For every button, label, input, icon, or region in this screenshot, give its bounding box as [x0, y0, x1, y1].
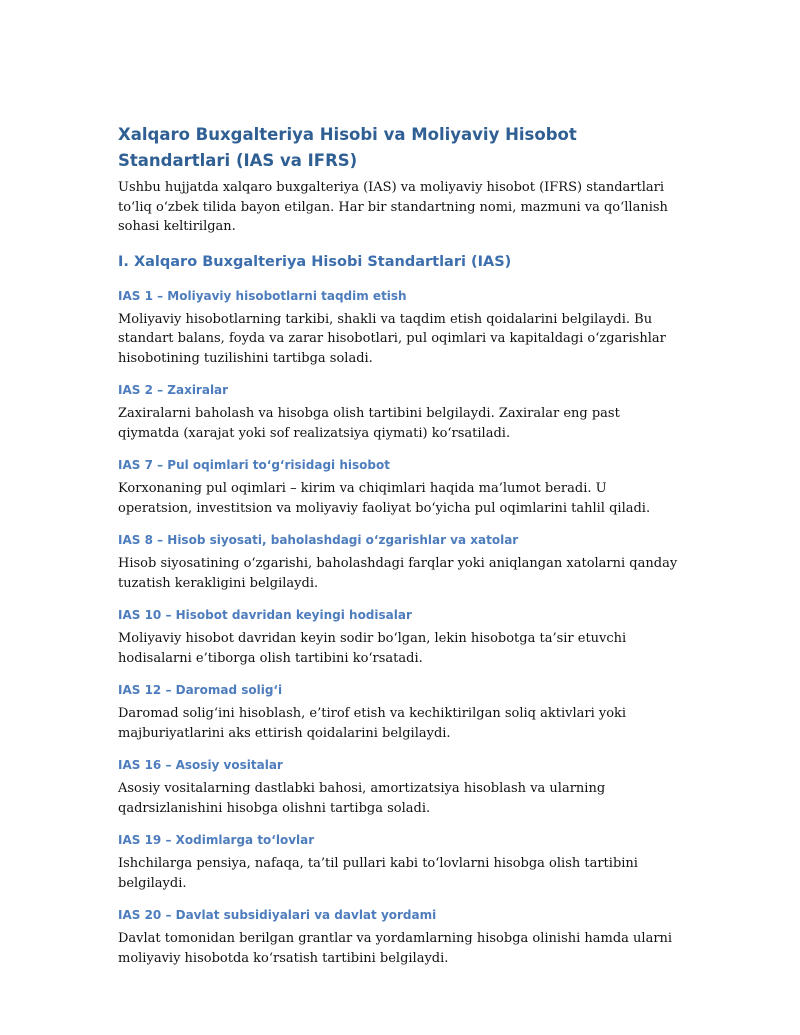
standard-item-ias-10: [118, 607, 678, 668]
standard-heading: IAS 12 – Daromad solig‘i: [118, 683, 283, 697]
standard-heading: IAS 19 – Xodimlarga to‘lovlar: [118, 833, 315, 847]
standard-item-ias-1: [118, 288, 678, 369]
document-title: Xalqaro Buxgalteriya Hisobi va Moliyaviy Hisobot Standartlari (IAS va IFRS): [118, 125, 577, 170]
standard-item-ias-20: [118, 907, 678, 968]
standard-description: Davlat tomonidan berilgan grantlar va yordamlarning hisobga olinishi hamda ularni moliyaviy hisobotda ko‘rsatish tartibini belgilaydi.: [118, 931, 673, 966]
standard-item-ias-8: [118, 532, 678, 593]
standard-description: Moliyaviy hisobotlarning tarkibi, shakli va taqdim etish qoidalarini belgilaydi. Bu standart balans, foyda va zarar hisobotlari, pul oqimlari va kapitaldagi o‘zgarishlar hisobotining tuzilishini tartibga soladi.: [118, 311, 666, 366]
standard-description: Ishchilarga pensiya, nafaqa, ta’til pullari kabi to‘lovlarni hisobga olish tartibini belgilaydi.: [118, 856, 638, 891]
standard-description: Daromad solig‘ini hisoblash, e’tirof etish va kechiktirilgan soliq aktivlari yoki majburiyatlarini aks ettirish qoidalarini belgilaydi.: [118, 706, 627, 741]
standard-item-ias-19: [118, 832, 678, 893]
standard-heading: IAS 2 – Zaxiralar: [118, 383, 229, 397]
standard-heading: IAS 20 – Davlat subsidiyalari va davlat yordami: [118, 908, 437, 922]
standard-description: Moliyaviy hisobot davridan keyin sodir bo‘lgan, lekin hisobotga ta’sir etuvchi hodisalarni e’tiborga olish tartibini ko‘rsatadi.: [118, 631, 627, 666]
standard-description: Asosiy vositalarning dastlabki bahosi, amortizatsiya hisoblash va ularning qadrsizlanishini hisobga olishni tartibga soladi.: [118, 781, 606, 816]
standard-heading: IAS 16 – Asosiy vositalar: [118, 758, 283, 772]
standard-description: Hisob siyosatining o‘zgarishi, baholashdagi farqlar yoki aniqlangan xatolarni qanday tuzatish kerakligini belgilaydi.: [118, 556, 678, 591]
standard-heading: IAS 8 – Hisob siyosati, baholashdagi o‘zgarishlar va xatolar: [118, 533, 519, 547]
standard-item-ias-16: [118, 757, 678, 818]
standard-heading: IAS 10 – Hisobot davridan keyingi hodisalar: [118, 608, 412, 622]
standard-description: Korxonaning pul oqimlari – kirim va chiqimlari haqida ma’lumot beradi. U operatsion, investitsion va moliyaviy faoliyat bo‘yicha pul oqimlarini tahlil qiladi.: [118, 481, 651, 516]
standard-item-ias-12: [118, 682, 678, 743]
document-page: [118, 122, 678, 982]
standard-item-ias-7: [118, 457, 678, 518]
standard-heading: IAS 7 – Pul oqimlari to‘g‘risidagi hisobot: [118, 458, 390, 472]
section-heading-ias: I. Xalqaro Buxgalteriya Hisobi Standartlari (IAS): [118, 253, 512, 270]
intro-paragraph: Ushbu hujjatda xalqaro buxgalteriya (IAS) va moliyaviy hisobot (IFRS) standartlari to‘liq o‘zbek tilida bayon etilgan. Har bir standartning nomi, mazmuni va qo‘llanish sohasi keltirilgan.: [118, 180, 668, 234]
standard-item-ias-2: [118, 382, 678, 443]
standard-heading: IAS 1 – Moliyaviy hisobotlarni taqdim etish: [118, 288, 407, 303]
standard-description: Zaxiralarni baholash va hisobga olish tartibini belgilaydi. Zaxiralar eng past qiymatda (xarajat yoki sof realizatsiya qiymati) ko‘rsatiladi.: [118, 406, 620, 441]
